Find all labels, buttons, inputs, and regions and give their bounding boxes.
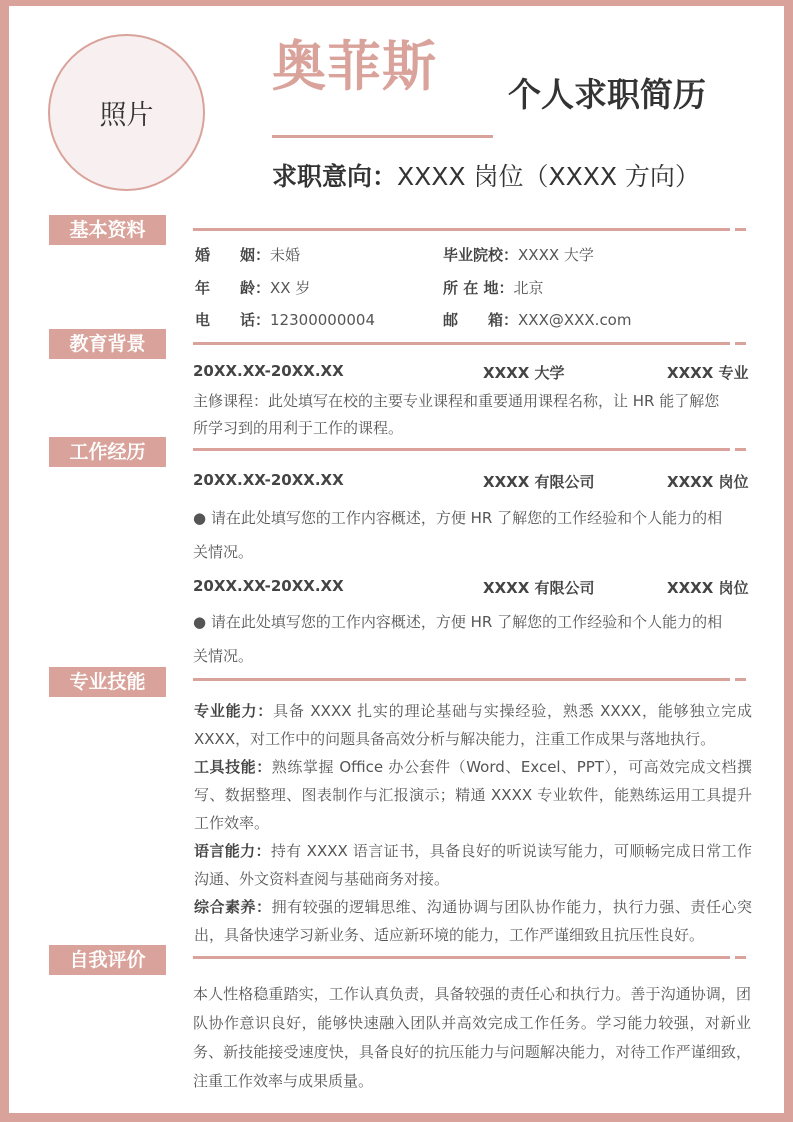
info-phone xyxy=(195,309,375,330)
info-label: 毕业院校： xyxy=(443,246,519,264)
skill-label: 专业能力： xyxy=(194,702,274,720)
name-underline xyxy=(272,135,493,138)
skill-item xyxy=(194,893,752,949)
skill-label: 工具技能： xyxy=(194,758,272,776)
info-label: 所 在 地： xyxy=(443,279,514,297)
applicant-name: 奥菲斯 xyxy=(272,35,437,98)
job-intent-value: XXXX 岗位（XXXX 方向） xyxy=(397,162,700,191)
info-location xyxy=(443,277,543,298)
info-email xyxy=(443,309,631,330)
skill-label: 综合素养： xyxy=(194,898,272,916)
skill-item xyxy=(194,837,752,893)
section-tag-education: 教育背景 xyxy=(49,329,166,359)
edu-period: 20XX.XX-20XX.XX xyxy=(193,362,344,380)
work-period: 20XX.XX-20XX.XX xyxy=(193,471,344,489)
section-divider-dash xyxy=(735,342,746,345)
info-value: XXXX 大学 xyxy=(518,246,594,264)
info-label: 婚 姻： xyxy=(195,246,271,264)
skill-text: 持有 XXXX 语言证书，具备良好的听说读写能力，可顺畅完成日常工作沟通、外文资料查阅与基础商务对接。 xyxy=(194,842,752,888)
section-tag-skills: 专业技能 xyxy=(49,667,166,697)
info-label: 电 话： xyxy=(195,311,271,329)
skill-label: 语言能力： xyxy=(194,842,271,860)
section-divider-dash xyxy=(735,448,746,451)
work-desc-line: ● 请在此处填写您的工作内容概述，方便 HR 了解您的工作经验和个人能力的相 xyxy=(193,613,723,631)
photo-placeholder: 照片 xyxy=(48,34,205,191)
work-period: 20XX.XX-20XX.XX xyxy=(193,577,344,595)
skill-item xyxy=(194,753,752,837)
section-divider xyxy=(193,342,730,345)
info-value: XXX@XXX.com xyxy=(518,311,632,329)
section-divider xyxy=(193,956,730,959)
info-label: 年 龄： xyxy=(195,279,271,297)
self-evaluation-text: 本人性格稳重踏实，工作认真负责，具备较强的责任心和执行力。善于沟通协调，团队协作意识良好，能够快速融入团队并高效完成工作任务。学习能力较强，对新业务、新技能接受速度快，具备良好的抗压能力与问题解决能力，对待工作严谨细致，注重工作效率与成果质量。 xyxy=(193,985,751,1090)
edu-desc-line: 主修课程：此处填写在校的主要专业课程和重要通用课程名称，让 HR 能了解您 xyxy=(193,392,720,410)
work-desc-line: 关情况。 xyxy=(193,647,254,665)
job-intent-label: 求职意向： xyxy=(272,162,398,191)
section-divider xyxy=(193,228,730,231)
info-marriage xyxy=(195,244,300,265)
edu-desc-line: 所学习到的用利于工作的课程。 xyxy=(193,419,404,437)
job-intent xyxy=(272,162,700,192)
skill-text: 熟练掌握 Office 办公套件（Word、Excel、PPT），可高效完成文档撰写、数据整理、图表制作与汇报演示；精通 XXXX 专业软件，能熟练运用工具提升工作效率。 xyxy=(194,758,752,832)
work-desc-line: ● 请在此处填写您的工作内容概述，方便 HR 了解您的工作经验和个人能力的相 xyxy=(193,509,723,527)
skill-item xyxy=(194,697,752,753)
section-tag-self-eval: 自我评价 xyxy=(49,945,166,975)
info-label: 邮 箱： xyxy=(443,311,519,329)
info-value: 12300000004 xyxy=(270,311,375,329)
section-divider xyxy=(193,448,730,451)
info-school xyxy=(443,244,594,265)
section-divider xyxy=(193,678,730,681)
skills-block xyxy=(194,697,752,949)
edu-school: XXXX 大学 xyxy=(483,364,565,382)
work-position: XXXX 岗位 xyxy=(667,473,749,491)
section-divider-dash xyxy=(735,678,746,681)
section-tag-basic: 基本资料 xyxy=(49,215,166,245)
info-age xyxy=(195,277,310,298)
work-company: XXXX 有限公司 xyxy=(483,473,595,491)
section-tag-work: 工作经历 xyxy=(49,437,166,467)
info-value: 未婚 xyxy=(270,246,301,264)
work-company: XXXX 有限公司 xyxy=(483,579,595,597)
work-position: XXXX 岗位 xyxy=(667,579,749,597)
skill-text: 具备 XXXX 扎实的理论基础与实操经验，熟悉 XXXX，能够独立完成 XXXX，对工作中的问题具备高效分析与解决能力，注重工作成果与落地执行。 xyxy=(194,702,752,748)
document-title: 个人求职简历 xyxy=(508,75,706,114)
skill-text: 拥有较强的逻辑思维、沟通协调与团队协作能力，执行力强、责任心突出，具备快速学习新业务、适应新环境的能力，工作严谨细致且抗压性良好。 xyxy=(194,898,752,944)
work-desc-line: 关情况。 xyxy=(193,543,254,561)
edu-major: XXXX 专业 xyxy=(667,364,749,382)
section-divider-dash xyxy=(735,956,746,959)
section-divider-dash xyxy=(735,228,746,231)
info-value: 北京 xyxy=(513,279,544,297)
info-value: XX 岁 xyxy=(270,279,311,297)
